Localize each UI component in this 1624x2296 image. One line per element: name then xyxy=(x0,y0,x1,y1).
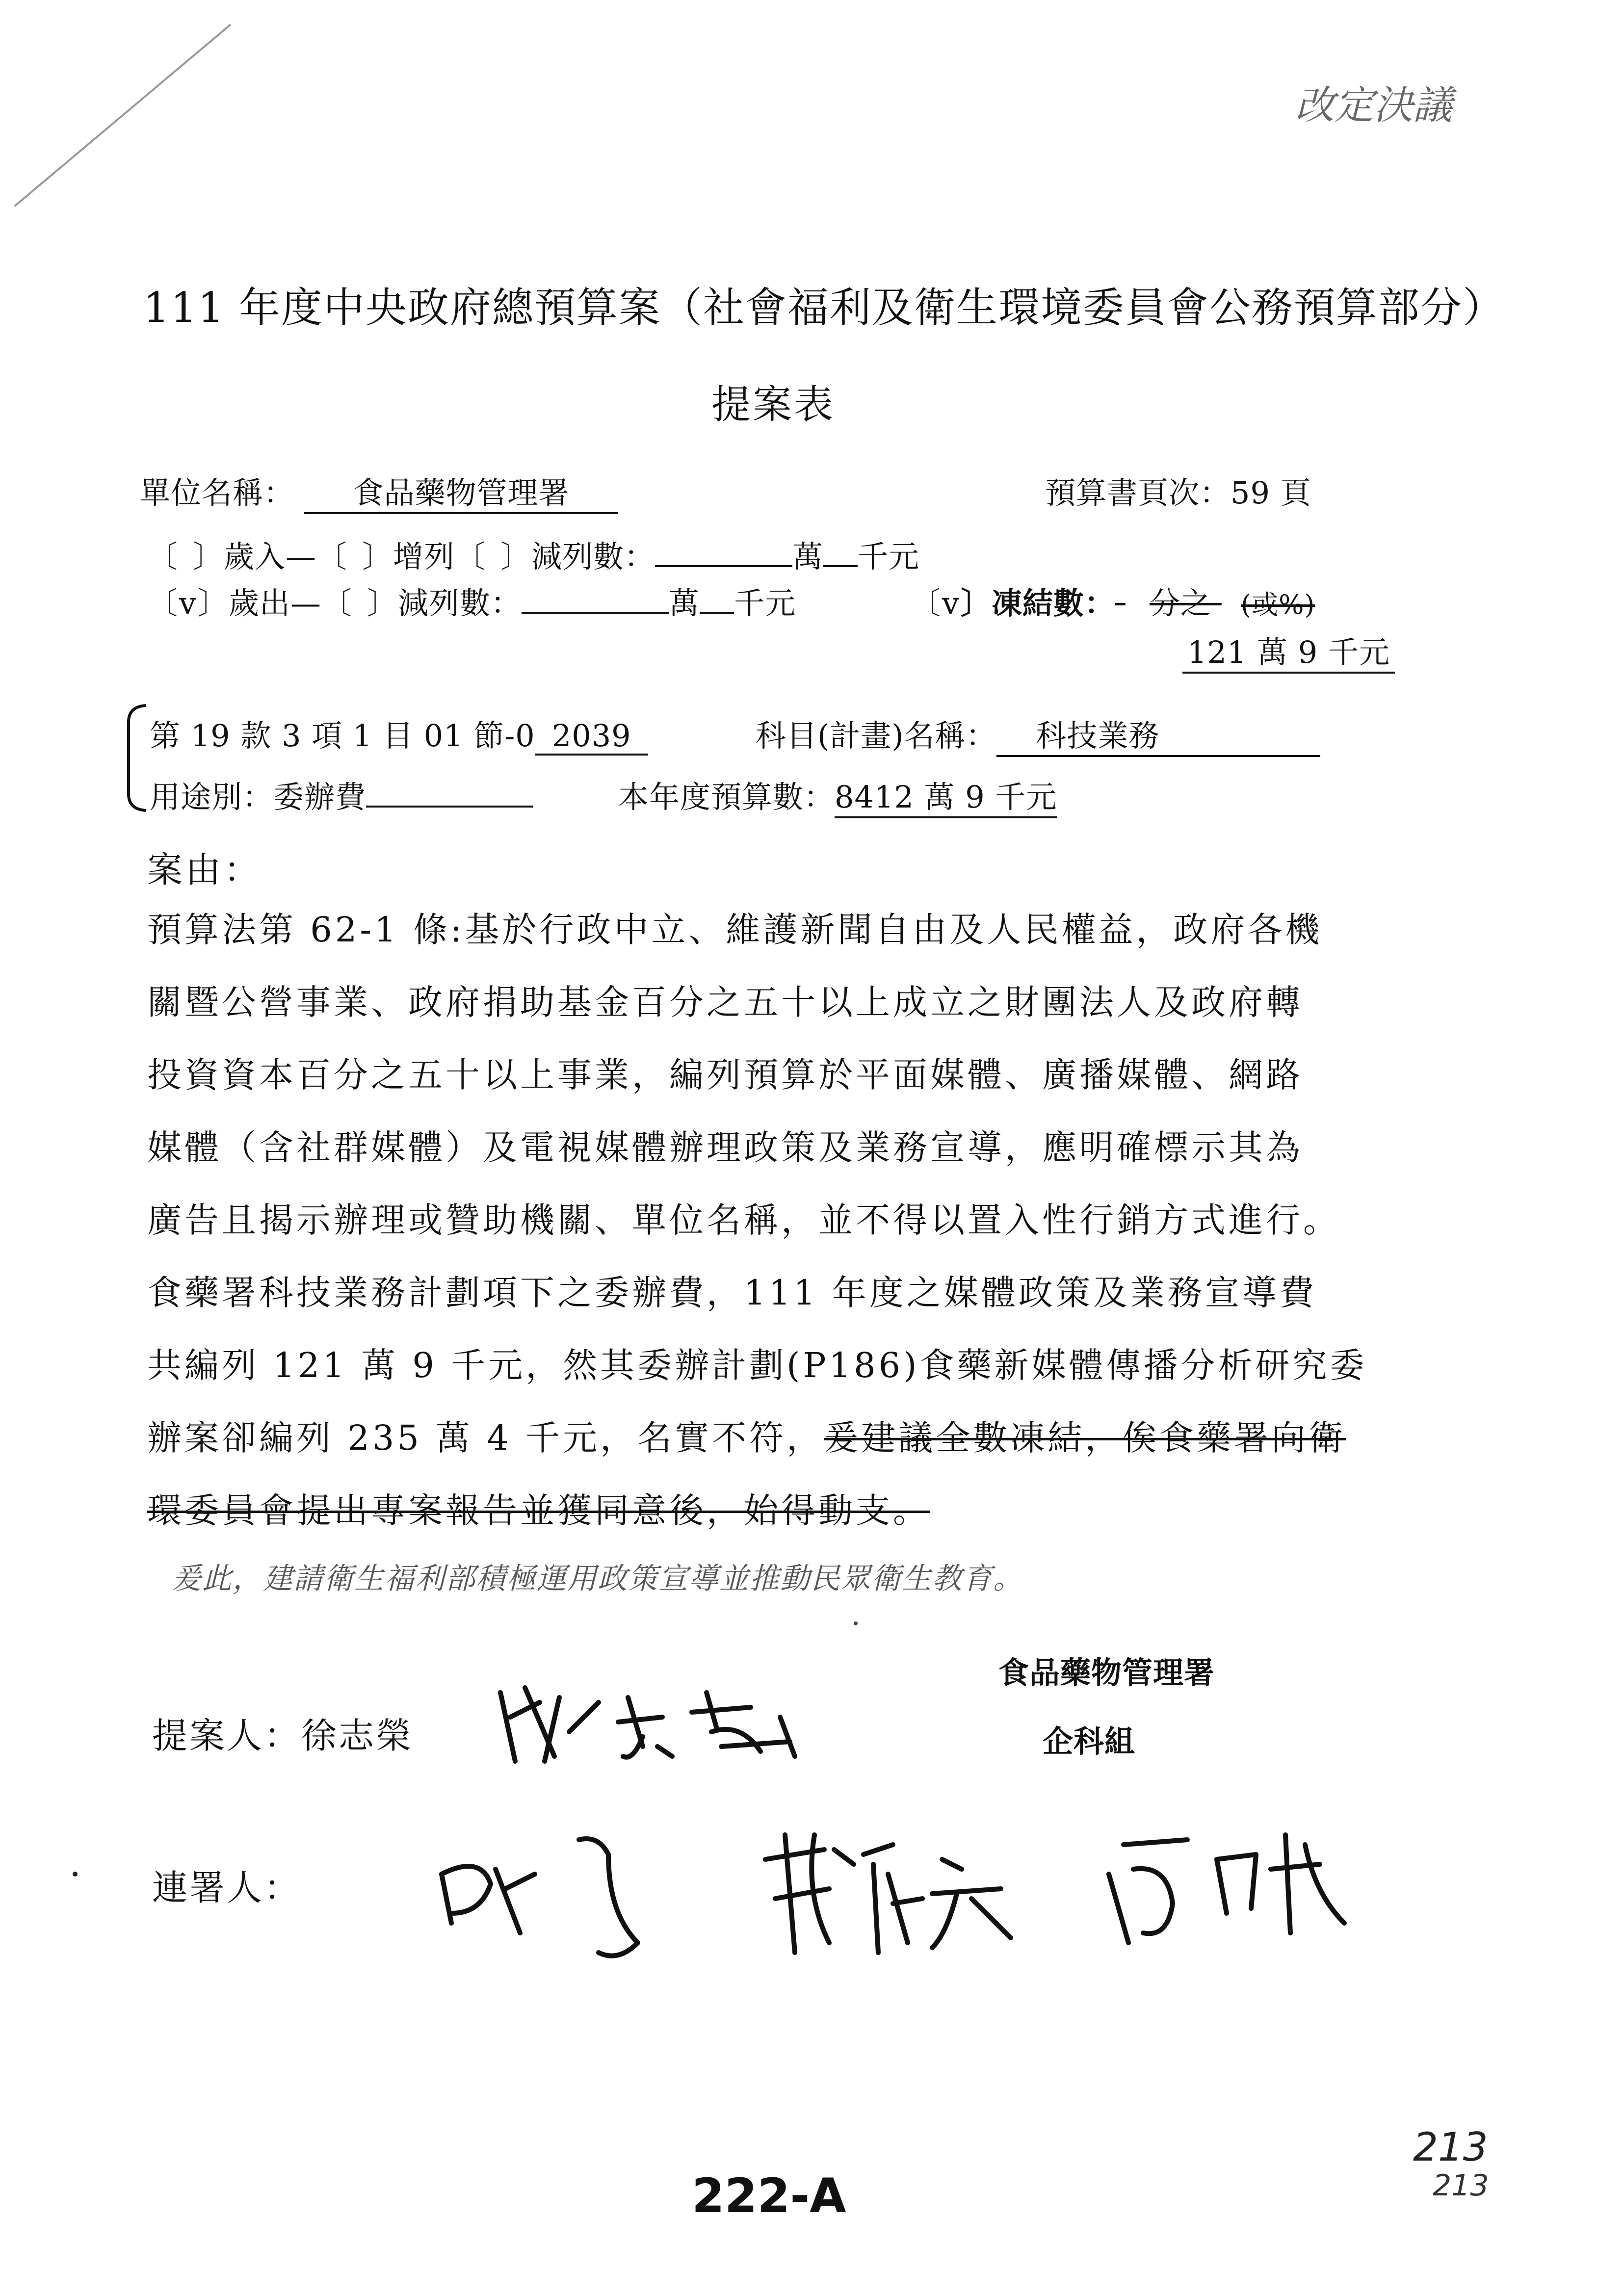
reason-line-8-plain: 辦案卻編列 235 萬 4 千元，名實不符， xyxy=(147,1418,824,1458)
reason-line: 媒體（含社群媒體）及電視媒體辦理政策及業務宣導，應明確標示其為 xyxy=(147,1127,1303,1168)
unit-label: 單位名稱： xyxy=(140,475,295,511)
decrease-label: 〕減列數： xyxy=(500,539,655,574)
revenue-qian-blank xyxy=(823,565,858,567)
unit-wan: 萬 xyxy=(669,585,700,621)
reason-line: 廣告且揭示辦理或贊助機關、單位名稱，並不得以置入性行銷方式進行。 xyxy=(147,1200,1340,1240)
freeze-denominator-blank xyxy=(1211,585,1241,621)
budget-page-label: 預算書頁次： xyxy=(1045,475,1231,511)
budget-label: 本年度預算數： xyxy=(618,779,835,815)
freeze-percent-text: (或%) xyxy=(1241,589,1315,620)
item-bracket xyxy=(122,702,151,814)
bracket-open: 〔 xyxy=(910,585,942,621)
unit-wan: 萬 xyxy=(792,539,824,574)
cosigner-signatures xyxy=(422,1815,1477,1977)
expenditure-amount-blank xyxy=(522,612,669,614)
budget-value: 8412 萬 9 千元 xyxy=(835,773,1057,818)
reason-line-8-struck: 爰建議全數凍結，俟食藥署向衛 xyxy=(824,1418,1346,1458)
increase-label: 〕增列〔 xyxy=(362,539,486,574)
reason-line-9-struck: 環委員會提出專案報告並獲同意後，始得動支。 xyxy=(147,1490,930,1531)
expenditure-checkbox: v xyxy=(179,585,197,621)
item-code: 2039 xyxy=(535,718,648,756)
freeze-amount-row xyxy=(1182,628,1395,674)
page-mark: 222-A xyxy=(692,2168,846,2223)
expenditure-label: 〕歲出—〔 xyxy=(198,585,353,621)
freeze-label: 〕凍結數： xyxy=(961,585,1116,621)
subject-value: 科技業務 xyxy=(996,711,1320,757)
item-code-row xyxy=(150,711,648,756)
proposer-name: 徐志榮 xyxy=(301,1715,414,1756)
freeze-numerator-blank xyxy=(1115,585,1150,621)
bracket-open: 〔 xyxy=(147,539,179,574)
page-number-secondary: 213 xyxy=(1433,2168,1489,2203)
use-label: 用途別： xyxy=(150,779,274,815)
unit-qian: 千元 xyxy=(858,539,920,574)
expenditure-qian-blank xyxy=(700,612,734,614)
reason-line: 關暨公營事業、政府捐助基金百分之五十以上成立之財團法人及政府轉 xyxy=(147,982,1303,1022)
budget-page-value: 59 頁 xyxy=(1231,475,1311,511)
unit-row xyxy=(140,469,618,514)
reason-label: 案由： xyxy=(147,849,262,890)
document-subtitle: 提案表 xyxy=(711,382,835,427)
item-code-prefix: 第 19 款 3 項 1 目 01 節-0 xyxy=(150,718,535,754)
bracket-open: 〔 xyxy=(147,585,179,621)
handwritten-amendment: 爰此，建請衛生福利部積極運用政策宣導並推動民眾衛生教育。 xyxy=(172,1562,1023,1596)
scan-speck xyxy=(854,1621,858,1625)
scan-speck xyxy=(73,1872,78,1877)
budget-page-row xyxy=(1045,469,1311,512)
reason-line xyxy=(147,1418,1346,1458)
reason-line xyxy=(147,1490,930,1531)
expenditure-row xyxy=(147,579,796,623)
subject-row xyxy=(756,711,1320,757)
freeze-row xyxy=(910,579,1315,623)
subject-label: 科目(計畫)名稱： xyxy=(756,718,997,754)
cosigner-label: 連署人： xyxy=(152,1867,302,1908)
proposer-signature xyxy=(486,1673,810,1771)
reduction-label: 〕減列數： xyxy=(367,585,522,621)
page-number: 213 xyxy=(1413,2124,1488,2170)
freeze-checkbox: v xyxy=(942,585,960,621)
use-row xyxy=(150,773,533,816)
reason-line: 食藥署科技業務計劃項下之委辦費，111 年度之媒體政策及業務宣導費 xyxy=(147,1273,1317,1313)
use-blank xyxy=(366,806,533,808)
reason-line: 共編列 121 萬 9 千元，然其委辦計劃(P186)食藥新媒體傳播分析研究委 xyxy=(147,1345,1367,1385)
agency-stamp-line1: 食品藥物管理署 xyxy=(998,1655,1215,1691)
unit-value: 食品藥物管理署 xyxy=(304,469,618,514)
scan-edge-mark xyxy=(0,0,255,216)
revenue-amount-blank xyxy=(655,565,792,567)
proposer-label: 提案人： xyxy=(152,1715,302,1756)
reason-line: 預算法第 62-1 條:基於行政中立、維護新聞自由及人民權益，政府各機 xyxy=(147,910,1323,950)
revenue-label: 〕歲入—〔 xyxy=(193,539,348,574)
unit-qian: 千元 xyxy=(734,585,796,621)
document-title: 111 年度中央政府總預算案（社會福利及衛生環境委員會公務預算部分） xyxy=(143,284,1505,332)
reason-line: 投資資本百分之五十以上事業，編列預算於平面媒體、廣播媒體、網路 xyxy=(147,1055,1303,1095)
agency-stamp-line2: 企科組 xyxy=(1043,1723,1136,1759)
freeze-fraction-text: 分之 xyxy=(1150,585,1212,621)
use-value: 委辦費 xyxy=(273,779,367,815)
freeze-amount: 121 萬 9 千元 xyxy=(1182,628,1395,674)
proposer-row xyxy=(152,1707,413,1758)
revenue-row xyxy=(147,532,919,576)
budget-row xyxy=(618,773,1057,818)
corner-note: 改定決議 xyxy=(1295,82,1452,128)
